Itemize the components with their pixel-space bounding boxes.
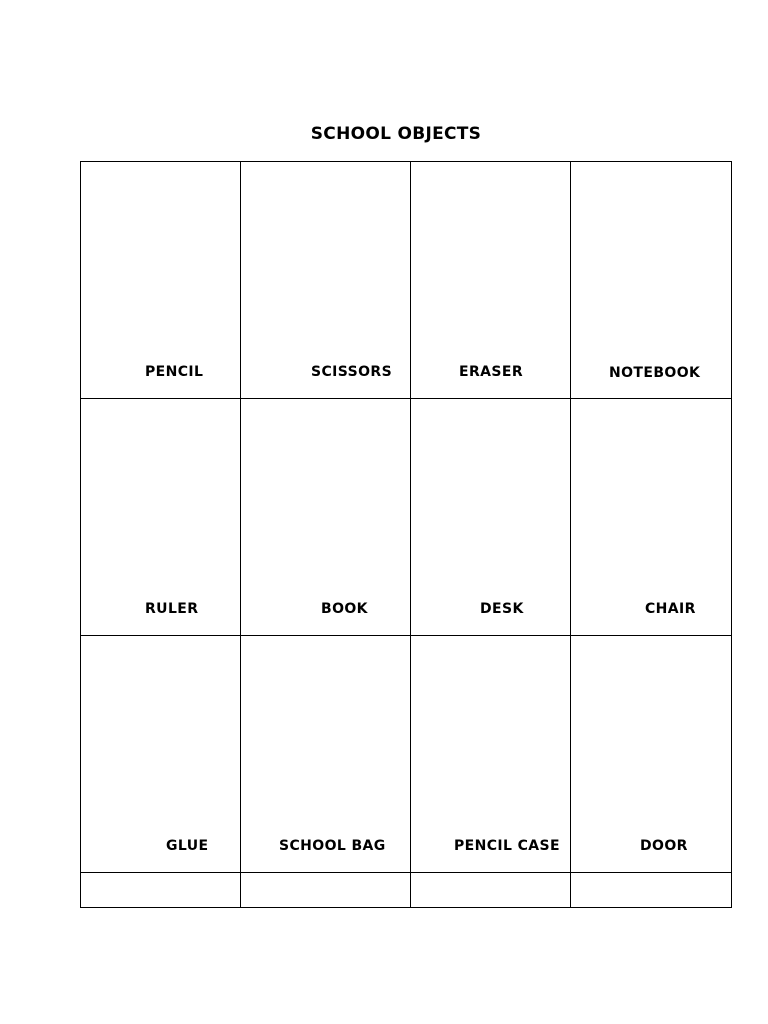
grid-cell	[571, 873, 732, 908]
grid-cell	[241, 399, 411, 636]
grid-cell	[411, 873, 571, 908]
grid-row	[81, 399, 732, 636]
cell-label-book: BOOK	[321, 601, 368, 617]
grid-cell	[241, 636, 411, 873]
grid-cell	[571, 399, 732, 636]
grid-cell	[241, 873, 411, 908]
grid-cell	[411, 636, 571, 873]
grid-row	[81, 873, 732, 908]
cell-label-pencil: PENCIL	[145, 364, 204, 380]
cell-label-school-bag: SCHOOL BAG	[279, 838, 386, 854]
cell-label-scissors: SCISSORS	[311, 364, 393, 380]
cell-label-door: DOOR	[640, 838, 688, 854]
grid-cell	[411, 399, 571, 636]
cell-label-chair: CHAIR	[645, 601, 696, 617]
objects-grid	[80, 161, 732, 908]
cell-label-pencil-case: PENCIL CASE	[454, 838, 560, 854]
cell-label-glue: GLUE	[166, 838, 209, 854]
grid-row	[81, 636, 732, 873]
cell-label-ruler: RULER	[145, 601, 199, 617]
cell-label-eraser: ERASER	[459, 364, 524, 380]
grid-cell	[81, 399, 241, 636]
grid-cell	[81, 873, 241, 908]
grid-cell	[241, 162, 411, 399]
grid-cell	[571, 162, 732, 399]
page-title: SCHOOL OBJECTS	[310, 124, 482, 144]
cell-label-notebook: NOTEBOOK	[609, 365, 701, 381]
cell-label-desk: DESK	[480, 601, 524, 617]
grid-cell	[571, 636, 732, 873]
grid-cell	[411, 162, 571, 399]
grid-cell	[81, 162, 241, 399]
grid-row	[81, 162, 732, 399]
grid-cell	[81, 636, 241, 873]
